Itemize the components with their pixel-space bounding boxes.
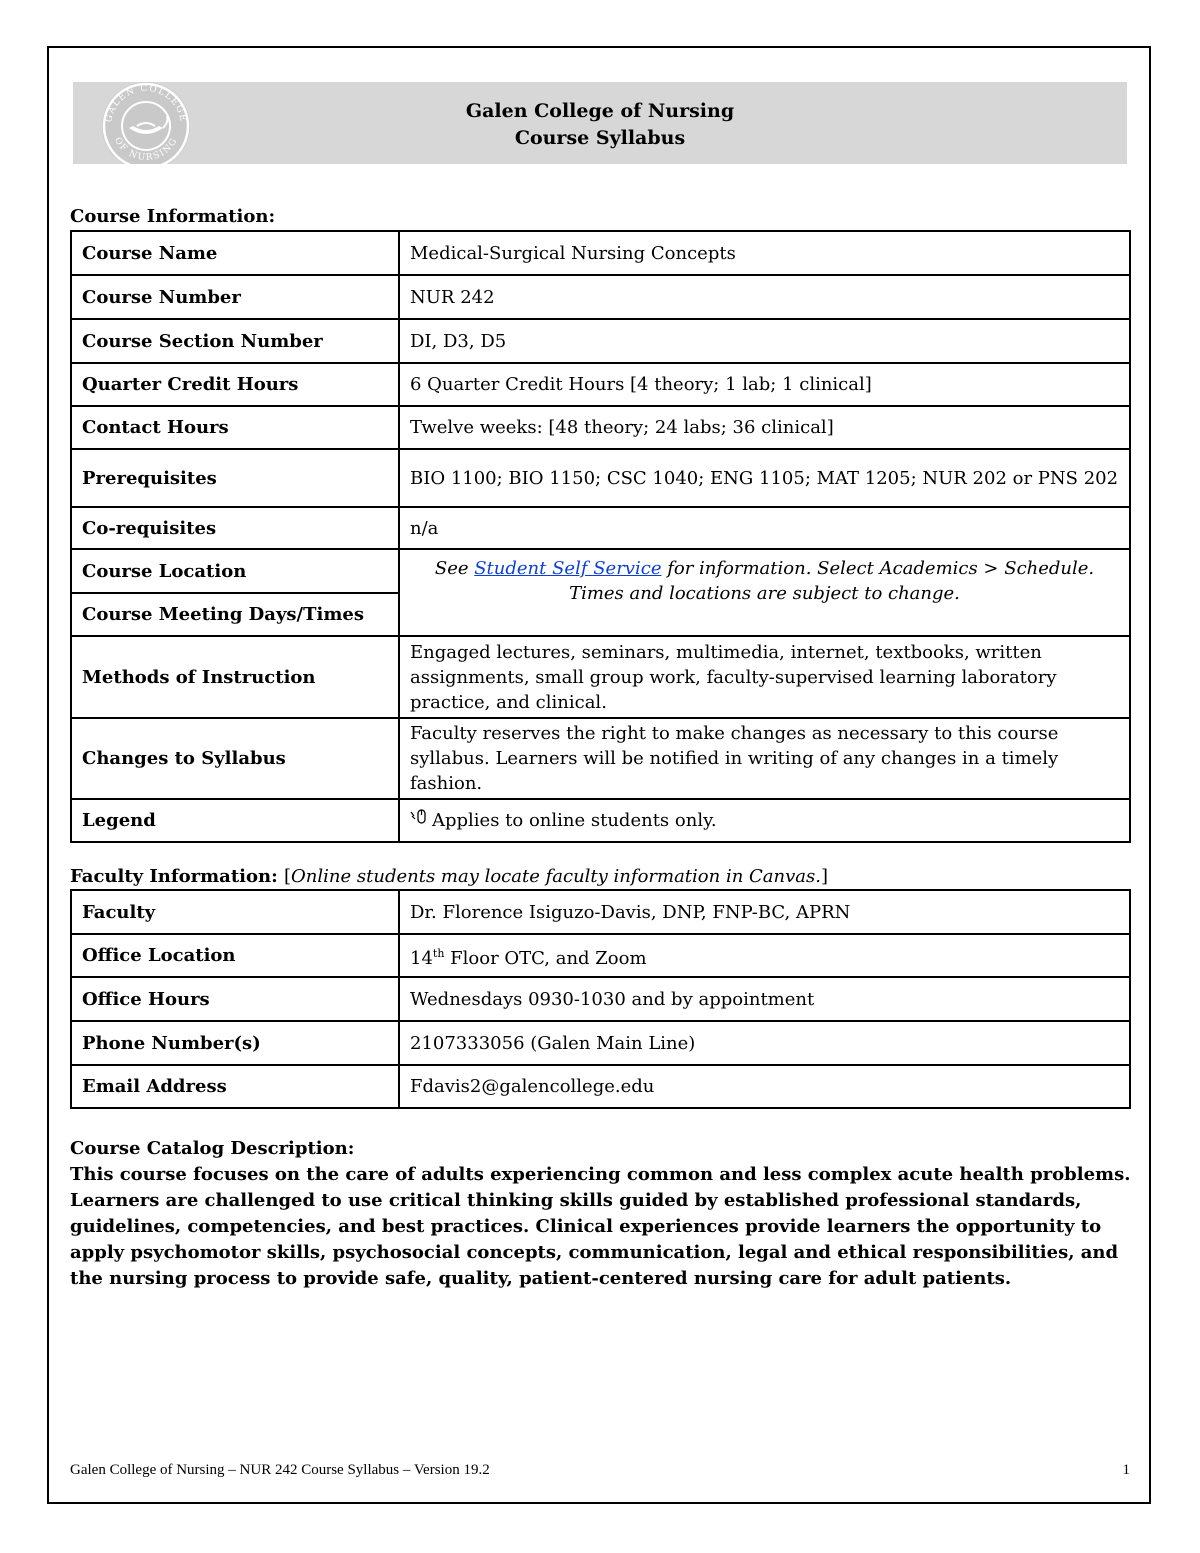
row-value: Wednesdays 0930-1030 and by appointment <box>399 977 1130 1021</box>
row-key: Course Meeting Days/Times <box>71 593 399 636</box>
cursor-icon <box>410 808 432 833</box>
row-key: Co-requisites <box>71 507 399 549</box>
row-key: Course Location <box>71 549 399 593</box>
table-row <box>71 934 1130 977</box>
faculty-info-table <box>70 889 1131 1109</box>
student-self-service-link[interactable]: Student Self Service <box>474 558 662 579</box>
table-row <box>71 636 1130 718</box>
table-row <box>71 799 1130 842</box>
document-title: Course Syllabus <box>514 127 686 149</box>
row-key: Email Address <box>71 1065 399 1108</box>
row-value: Dr. Florence Isiguzo-Davis, DNP, FNP-BC, APRN <box>399 890 1130 934</box>
row-key: Phone Number(s) <box>71 1021 399 1065</box>
faculty-info-note: Online students may locate faculty information in Canvas. <box>291 866 821 887</box>
row-key: Quarter Credit Hours <box>71 363 399 406</box>
catalog-text: This course focuses on the care of adults experiencing common and less complex acute health problems. Learners are challenged to use critical thinking skills guided by established professional standards, guidelines, competencies, and best practices. Clinical experiences provide learners the opportunity to apply psychomotor skills, psychosocial concepts, communication, legal and ethical responsibilities, and the nursing process to provide safe, quality, patient-centered nursing care for adult patients. <box>70 1164 1131 1289</box>
row-value <box>399 799 1130 842</box>
row-value: Faculty reserves the right to make changes as necessary to this course syllabus. Learners will be notified in writing of any changes in a timely fashion. <box>399 718 1130 799</box>
row-key: Methods of Instruction <box>71 636 399 718</box>
row-key: Prerequisites <box>71 449 399 507</box>
row-value: 2107333056 (Galen Main Line) <box>399 1021 1130 1065</box>
table-row <box>71 549 1130 593</box>
row-value: Fdavis2@galencollege.edu <box>399 1065 1130 1108</box>
row-key: Changes to Syllabus <box>71 718 399 799</box>
location-note-suffix: for information. Select Academics > Schedule. <box>661 558 1095 579</box>
row-value: n/a <box>399 507 1130 549</box>
location-note-prefix: See <box>434 558 475 579</box>
svg-text:OF NURSING: OF NURSING <box>111 135 181 164</box>
table-row <box>71 231 1130 275</box>
table-row <box>71 718 1130 799</box>
legend-text: Applies to online students only. <box>432 810 717 831</box>
row-key: Office Hours <box>71 977 399 1021</box>
location-note <box>399 549 1130 636</box>
row-key: Faculty <box>71 890 399 934</box>
svg-text:GALEN COLLEGE: GALEN COLLEGE <box>104 83 188 124</box>
floor-text: Floor OTC, and Zoom <box>444 947 647 969</box>
table-row <box>71 275 1130 319</box>
row-key: Course Name <box>71 231 399 275</box>
row-key: Contact Hours <box>71 406 399 449</box>
row-value: DI, D3, D5 <box>399 319 1130 363</box>
row-key: Course Number <box>71 275 399 319</box>
row-value: Engaged lectures, seminars, multimedia, internet, textbooks, written assignments, small group work, faculty-supervised learning laboratory practice, and clinical. <box>399 636 1130 718</box>
floor-number: 14 <box>410 947 433 969</box>
table-row <box>71 890 1130 934</box>
footer-text: Galen College of Nursing – NUR 242 Course Syllabus – Version 19.2 <box>70 1462 490 1478</box>
row-value: Medical-Surgical Nursing Concepts <box>399 231 1130 275</box>
table-row <box>71 449 1130 507</box>
row-key: Course Section Number <box>71 319 399 363</box>
table-row <box>71 1065 1130 1108</box>
catalog-heading: Course Catalog Description: <box>70 1138 355 1159</box>
table-row <box>71 406 1130 449</box>
table-row <box>71 977 1130 1021</box>
floor-suffix: th <box>432 946 445 960</box>
row-value: NUR 242 <box>399 275 1130 319</box>
course-info-table <box>70 230 1131 843</box>
row-value: 6 Quarter Credit Hours [4 theory; 1 lab; 1 clinical] <box>399 363 1130 406</box>
page-number: 1 <box>1122 1462 1130 1478</box>
catalog-description <box>70 1136 1140 1292</box>
location-note-line2: Times and locations are subject to change. <box>569 583 960 604</box>
row-key: Office Location <box>71 934 399 977</box>
table-row <box>71 363 1130 406</box>
row-value: Twelve weeks: [48 theory; 24 labs; 36 clinical] <box>399 406 1130 449</box>
page-footer <box>70 1462 1130 1479</box>
faculty-info-heading: Faculty Information: <box>70 866 278 887</box>
table-row <box>71 507 1130 549</box>
table-row <box>71 319 1130 363</box>
row-key: Legend <box>71 799 399 842</box>
college-name: Galen College of Nursing <box>465 100 735 122</box>
table-row <box>71 1021 1130 1065</box>
row-value: BIO 1100; BIO 1150; CSC 1040; ENG 1105; MAT 1205; NUR 202 or PNS 202 <box>399 449 1130 507</box>
row-value <box>399 934 1130 977</box>
header-title <box>73 98 1127 152</box>
faculty-info-label: Faculty Information: [Online students may locate faculty information in Canvas.] <box>70 866 829 887</box>
course-info-label: Course Information: <box>70 206 276 227</box>
